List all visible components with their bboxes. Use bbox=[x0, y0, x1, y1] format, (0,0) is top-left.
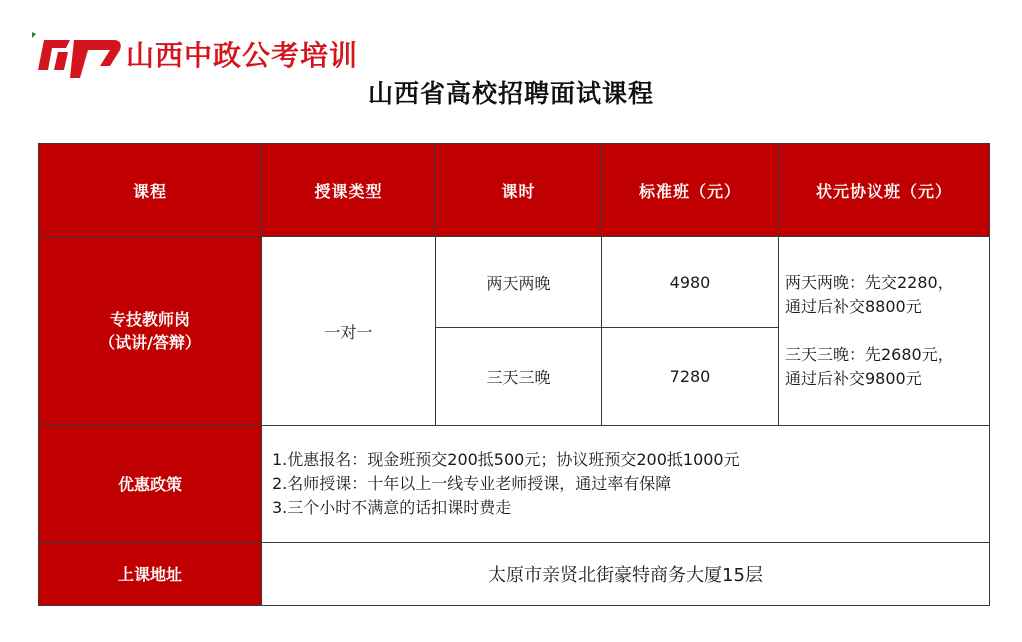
table-row bbox=[39, 237, 990, 328]
header-type: 授课类型 bbox=[262, 144, 436, 237]
header-course: 课程 bbox=[39, 144, 262, 237]
standard-price-cell: 4980 bbox=[602, 237, 779, 328]
protocol-note-line: 三天三晚：先2680元， bbox=[785, 345, 954, 364]
course-table bbox=[38, 143, 990, 606]
header-standard-price: 标准班（元） bbox=[602, 144, 779, 237]
promo-content bbox=[262, 426, 990, 543]
brand-name: 山西中政公考培训 bbox=[126, 39, 359, 72]
course-name-cell bbox=[39, 237, 262, 426]
promo-label: 优惠政策 bbox=[39, 426, 262, 543]
table-header-row bbox=[39, 144, 990, 237]
course-name-line1: 专技教师岗 bbox=[109, 310, 190, 329]
hours-cell: 三天三晚 bbox=[436, 328, 602, 426]
header-hours: 课时 bbox=[436, 144, 602, 237]
hours-cell: 两天两晚 bbox=[436, 237, 602, 328]
standard-price-cell: 7280 bbox=[602, 328, 779, 426]
page-title: 山西省高校招聘面试课程 bbox=[367, 79, 654, 108]
course-name-line2: （试讲/答辩） bbox=[99, 333, 201, 352]
protocol-price-cell bbox=[779, 237, 990, 426]
course-type-cell: 一对一 bbox=[262, 237, 436, 426]
protocol-note-line: 通过后补交9800元 bbox=[785, 369, 922, 388]
promo-row bbox=[39, 426, 990, 543]
protocol-note bbox=[785, 271, 983, 319]
promo-item: 3.三个小时不满意的话扣课时费走 bbox=[272, 498, 512, 517]
protocol-note-line: 两天两晚：先交2280， bbox=[785, 273, 954, 292]
promo-item: 2.名师授课：十年以上一线专业老师授课，通过率有保障 bbox=[272, 474, 672, 493]
address-label: 上课地址 bbox=[39, 543, 262, 606]
protocol-note bbox=[785, 343, 983, 391]
header-protocol-price: 状元协议班（元） bbox=[779, 144, 990, 237]
promo-item: 1.优惠报名：现金班预交200抵500元；协议班预交200抵1000元 bbox=[272, 450, 740, 469]
protocol-note-line: 通过后补交8800元 bbox=[785, 297, 922, 316]
address-row bbox=[39, 543, 990, 606]
address-value: 太原市亲贤北街豪特商务大厦15层 bbox=[262, 543, 990, 606]
